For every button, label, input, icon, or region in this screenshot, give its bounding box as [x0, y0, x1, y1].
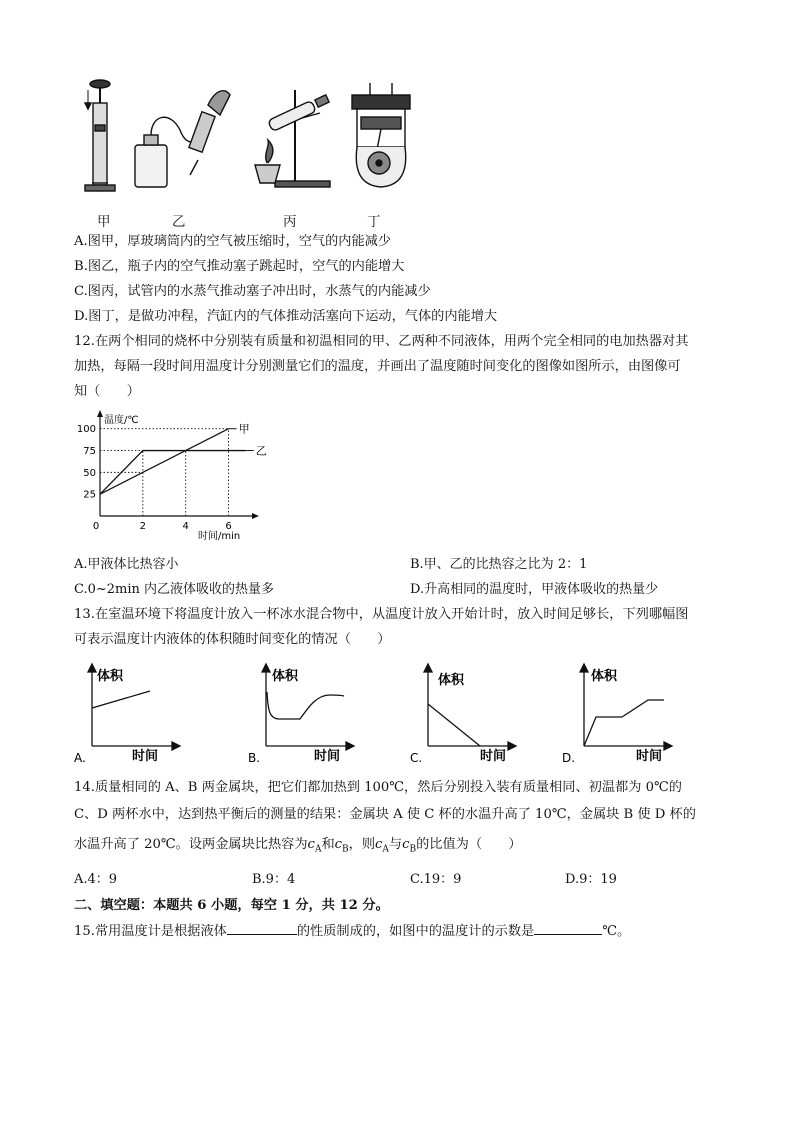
q14-option-d: D.9：19: [565, 872, 617, 887]
chart-y-tick-label: 75: [83, 446, 96, 458]
chart-series-label-0: 甲: [238, 422, 250, 436]
figure-ding-engine: [352, 83, 410, 187]
q14-option-c: C.19：9: [410, 872, 462, 887]
q13-a-xlabel: 时间: [132, 749, 159, 764]
chart-x-tick-label: 4: [182, 521, 189, 532]
q12-stem-line-1: 12.在两个相同的烧杯中分别装有质量和初温相同的甲、乙两种不同液体，用两个完全相同的电加热器对其: [74, 334, 689, 349]
q14-stem-line-3: 水温升高了 20℃。设两金属块比热容为$c_A$和$c_B$，则$c_A$与$c_B$的比值为（ ）: [74, 837, 522, 855]
q11-figures: [80, 75, 430, 200]
q14-option-b: B.9：4: [252, 872, 296, 887]
chart-y-tick-label: 25: [83, 489, 96, 501]
chart-series-label-1: 乙: [255, 444, 267, 458]
chart-xlabel: 时间/min: [198, 531, 241, 542]
section-2-heading: 二、填空题：本题共 6 小题，每空 1 分，共 12 分。: [74, 898, 389, 913]
q13-b-xlabel: 时间: [314, 749, 341, 764]
q13-graph-a: [72, 662, 182, 767]
figure-label-jia: 甲: [97, 214, 111, 230]
q11-option-b: B.图乙，瓶子内的空气推动塞子跳起时，空气的内能增大: [74, 259, 405, 274]
figure-label-ding: 丁: [367, 214, 381, 230]
q12-option-d: D.升高相同的温度时，甲液体吸收的热量少: [410, 582, 659, 597]
q13-d-ylabel: 体积: [591, 669, 618, 684]
q13-option-d-label: D.: [562, 751, 576, 765]
q14-stem-line-1: 14.质量相同的 A、B 两金属块，把它们都加热到 100℃，然后分别投入装有质量相同、初温都为 0℃的: [74, 780, 682, 795]
q12-stem-line-2: 加热，每隔一段时间用温度计分别测量它们的温度，并画出了温度随时间变化的图像如图所示，由图像可: [74, 359, 681, 374]
q12-stem-line-3: 知（ ）: [74, 384, 140, 399]
q13-b-ylabel: 体积: [272, 669, 299, 684]
q13-option-b-label: B.: [248, 751, 261, 765]
q13-c-ylabel: 体积: [438, 673, 465, 688]
q13-c-xlabel: 时间: [480, 749, 507, 764]
figure-yi-bottle-pump: [135, 91, 230, 187]
figure-jia-piston: [85, 80, 115, 191]
q13-d-xlabel: 时间: [636, 749, 663, 764]
q12-temperature-chart: [70, 408, 267, 548]
chart-x-tick-label: 2: [139, 521, 147, 532]
chart-x-tick-label: 6: [225, 521, 232, 532]
chart-y-arrow: [97, 410, 103, 417]
chart-ylabel: 温度/℃: [104, 415, 139, 426]
q13-graph-c: [408, 662, 518, 767]
q12-option-c: C.0~2min 内乙液体吸收的热量多: [74, 582, 275, 597]
q11-option-d: D.图丁，是做功冲程，汽缸内的气体推动活塞向下运动，气体的内能增大: [74, 309, 498, 324]
q13-option-a-label: A.: [74, 751, 86, 765]
q14-stem-line-2: C、D 两杯水中，达到热平衡后的测量的结果：金属块 A 使 C 杯的水温升高了 10℃，金属块 B 使 D 杯的: [74, 807, 696, 822]
q13-a-ylabel: 体积: [97, 669, 124, 684]
chart-x-arrow: [252, 513, 259, 519]
q15-blank-2[interactable]: [534, 920, 602, 935]
q15-blank-1[interactable]: [227, 920, 297, 935]
figure-bing-test-tube: [255, 90, 330, 187]
figure-label-bing: 丙: [283, 214, 297, 230]
chart-y-tick-label: 50: [83, 467, 96, 479]
q13-option-c-label: C.: [410, 751, 423, 765]
q13-stem-line-2: 可表示温度计内液体的体积随时间变化的情况（ ）: [74, 632, 391, 647]
q15-text: 15.常用温度计是根据液体 的性质制成的，如图中的温度计的示数是 ℃。: [74, 920, 630, 942]
q11-option-a: A.图甲，厚玻璃筒内的空气被压缩时，空气的内能减少: [74, 234, 392, 249]
q14-option-a: A.4：9: [74, 872, 118, 887]
chart-y-tick-label: 100: [76, 424, 96, 436]
q13-graph-d: [560, 662, 680, 767]
chart-series-line-0: [100, 429, 229, 494]
figure-label-yi: 乙: [172, 214, 186, 230]
q12-option-b: B.甲、乙的比热容之比为 2：1: [410, 557, 588, 572]
chart-x-tick-label: 0: [92, 521, 100, 532]
q13-stem-line-1: 13.在室温环境下将温度计放入一杯冰水混合物中，从温度计放入开始计时，放入时间足够长，下列哪幅图: [74, 607, 689, 622]
q11-option-c: C.图丙，试管内的水蒸气推动塞子冲出时，水蒸气的内能减少: [74, 284, 431, 299]
q13-graph-b: [246, 662, 356, 767]
q12-option-a: A.甲液体比热容小: [74, 557, 179, 572]
